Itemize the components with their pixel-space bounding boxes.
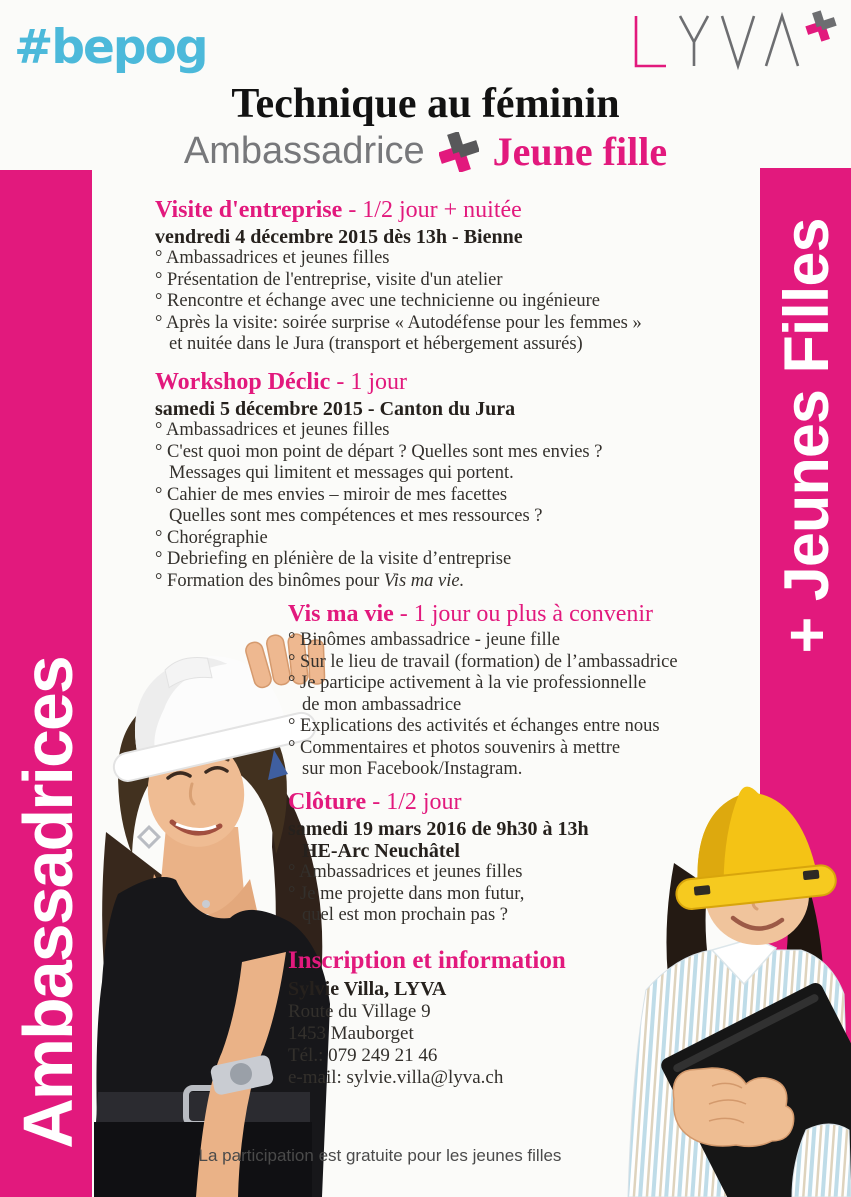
- section-body: [288, 818, 688, 927]
- bullet-line: ° Binômes ambassadrice - jeune fille: [288, 630, 560, 650]
- bullet-line: Messages qui limitent et messages qui portent.: [169, 463, 514, 483]
- left-banner-label: Ambassadrices: [9, 657, 87, 1149]
- lyva-logo-icon: [626, 8, 838, 74]
- bullet-line: quel est mon prochain pas ?: [302, 905, 509, 925]
- section-heading: [155, 197, 695, 223]
- contact-line: e-mail: sylvie.villa@lyva.ch: [288, 1067, 504, 1088]
- contact-lines: [288, 1001, 688, 1089]
- bullet-line: ° Ambassadrices et jeunes filles: [155, 248, 390, 268]
- contact-line: Tél.: 079 249 21 46: [288, 1045, 438, 1066]
- lyva-logo: [626, 8, 838, 79]
- bullet-marker: °: [288, 630, 301, 650]
- section-heading-rest: - 1/2 jour + nuitée: [342, 197, 522, 223]
- bullet-line: Quelles sont mes compétences et mes ressources ?: [169, 506, 543, 526]
- section-heading-bold: Workshop Déclic: [155, 369, 331, 395]
- bullet-marker: °: [155, 527, 168, 548]
- section-heading: [155, 369, 695, 395]
- bullet-marker: °: [155, 570, 168, 591]
- bullet-marker: °: [155, 549, 168, 569]
- section-cloture: [288, 789, 688, 927]
- bullet-line: ° Cahier de mes envies – miroir de mes facettes: [155, 484, 508, 505]
- contact-name: Sylvie Villa, LYVA: [288, 978, 447, 1000]
- section-subtitle-line: HE-Arc Neuchâtel: [302, 840, 460, 862]
- page-subtitle: [0, 128, 851, 175]
- bullet-line: ° Formation des binômes pour Vis ma vie.: [155, 570, 465, 591]
- bullet-marker: °: [288, 862, 300, 882]
- section-heading-rest: - 1 jour ou plus à convenir: [393, 601, 654, 627]
- bullet-marker: °: [288, 673, 301, 693]
- bullet-marker: °: [288, 883, 301, 904]
- bullet-line: et nuitée dans le Jura (transport et hébergement assurés): [169, 334, 583, 354]
- section-subtitle-line: samedi 5 décembre 2015 - Canton du Jura: [155, 398, 516, 420]
- section-subtitle-line: samedi 19 mars 2016 de 9h30 à 13h: [288, 818, 589, 840]
- bullet-marker: °: [155, 312, 167, 333]
- bullet-line: sur mon Facebook/Instagram.: [302, 759, 523, 779]
- bullet-marker: °: [155, 441, 168, 462]
- section-body: [155, 226, 695, 356]
- right-banner-label: + Jeunes Filles: [772, 218, 842, 654]
- bullet-line: ° Après la visite: soirée surprise « Autodéfense pour les femmes »: [155, 312, 642, 333]
- bullet-line: ° Je me projette dans mon futur,: [288, 883, 525, 904]
- bullet-marker: °: [288, 716, 301, 736]
- page-title: Technique au féminin: [231, 81, 620, 127]
- bullet-line: de mon ambassadrice: [302, 694, 462, 715]
- bullet-line: ° Ambassadrices et jeunes filles: [155, 420, 390, 440]
- section-visite-entreprise: [155, 197, 695, 356]
- section-heading-bold: Vis ma vie: [288, 601, 394, 627]
- bullet-marker: °: [155, 248, 167, 268]
- bullet-marker: °: [288, 737, 301, 758]
- bullet-line: ° C'est quoi mon point de départ ? Quelles sont mes envies ?: [155, 441, 603, 462]
- italic-text: Vis ma vie.: [383, 570, 465, 591]
- bullet-line: ° Debriefing en plénière de la visite d’entreprise: [155, 549, 512, 569]
- bullet-line: ° Explications des activités et échanges entre nous: [288, 716, 660, 736]
- bullet-line: ° Commentaires et photos souvenirs à mettre: [288, 737, 621, 758]
- subtitle-ambassadrice: Ambassadrice: [183, 130, 425, 172]
- bullet-line: ° Sur le lieu de travail (formation) de l’ambassadrice: [288, 651, 678, 672]
- contact-line: Route du Village 9: [288, 1001, 431, 1022]
- bullet-line: ° Rencontre et échange avec une technicienne ou ingénieure: [155, 291, 601, 311]
- section-vis-ma-vie: [288, 601, 758, 781]
- plus-icon: [439, 132, 479, 172]
- section-heading-bold: Visite d'entreprise: [155, 197, 343, 223]
- contact-line: 1453 Mauborget: [288, 1023, 414, 1044]
- bullet-marker: °: [155, 420, 167, 440]
- contact-heading: Inscription et information: [288, 947, 566, 974]
- section-body: [155, 398, 695, 592]
- bullet-line: ° Ambassadrices et jeunes filles: [288, 862, 523, 882]
- section-heading: [288, 601, 758, 627]
- footer-note: La participation est gratuite pour les jeunes filles: [198, 1146, 562, 1165]
- bullet-marker: °: [288, 651, 301, 672]
- bullet-line: ° Je participe activement à la vie professionnelle: [288, 673, 647, 693]
- bullet-marker: °: [155, 291, 168, 311]
- plus-icon: [802, 8, 838, 45]
- section-heading-bold: Clôture: [288, 789, 367, 815]
- bullet-line: ° Présentation de l'entreprise, visite d'un atelier: [155, 269, 503, 290]
- section-workshop-declic: [155, 369, 695, 592]
- section-heading-rest: - 1 jour: [330, 369, 407, 395]
- bepog-hashtag: #bepog: [14, 20, 207, 75]
- section-body: [288, 630, 758, 781]
- section-contact: [288, 948, 688, 1089]
- section-heading: [288, 789, 688, 815]
- bullet-marker: °: [155, 484, 168, 505]
- subtitle-jeune-fille: Jeune fille: [492, 129, 668, 174]
- section-subtitle-line: vendredi 4 décembre 2015 dès 13h - Bienne: [155, 226, 523, 248]
- section-heading-rest: - 1/2 jour: [366, 789, 462, 815]
- bullet-marker: °: [155, 269, 168, 290]
- bullet-line: ° Chorégraphie: [155, 527, 268, 548]
